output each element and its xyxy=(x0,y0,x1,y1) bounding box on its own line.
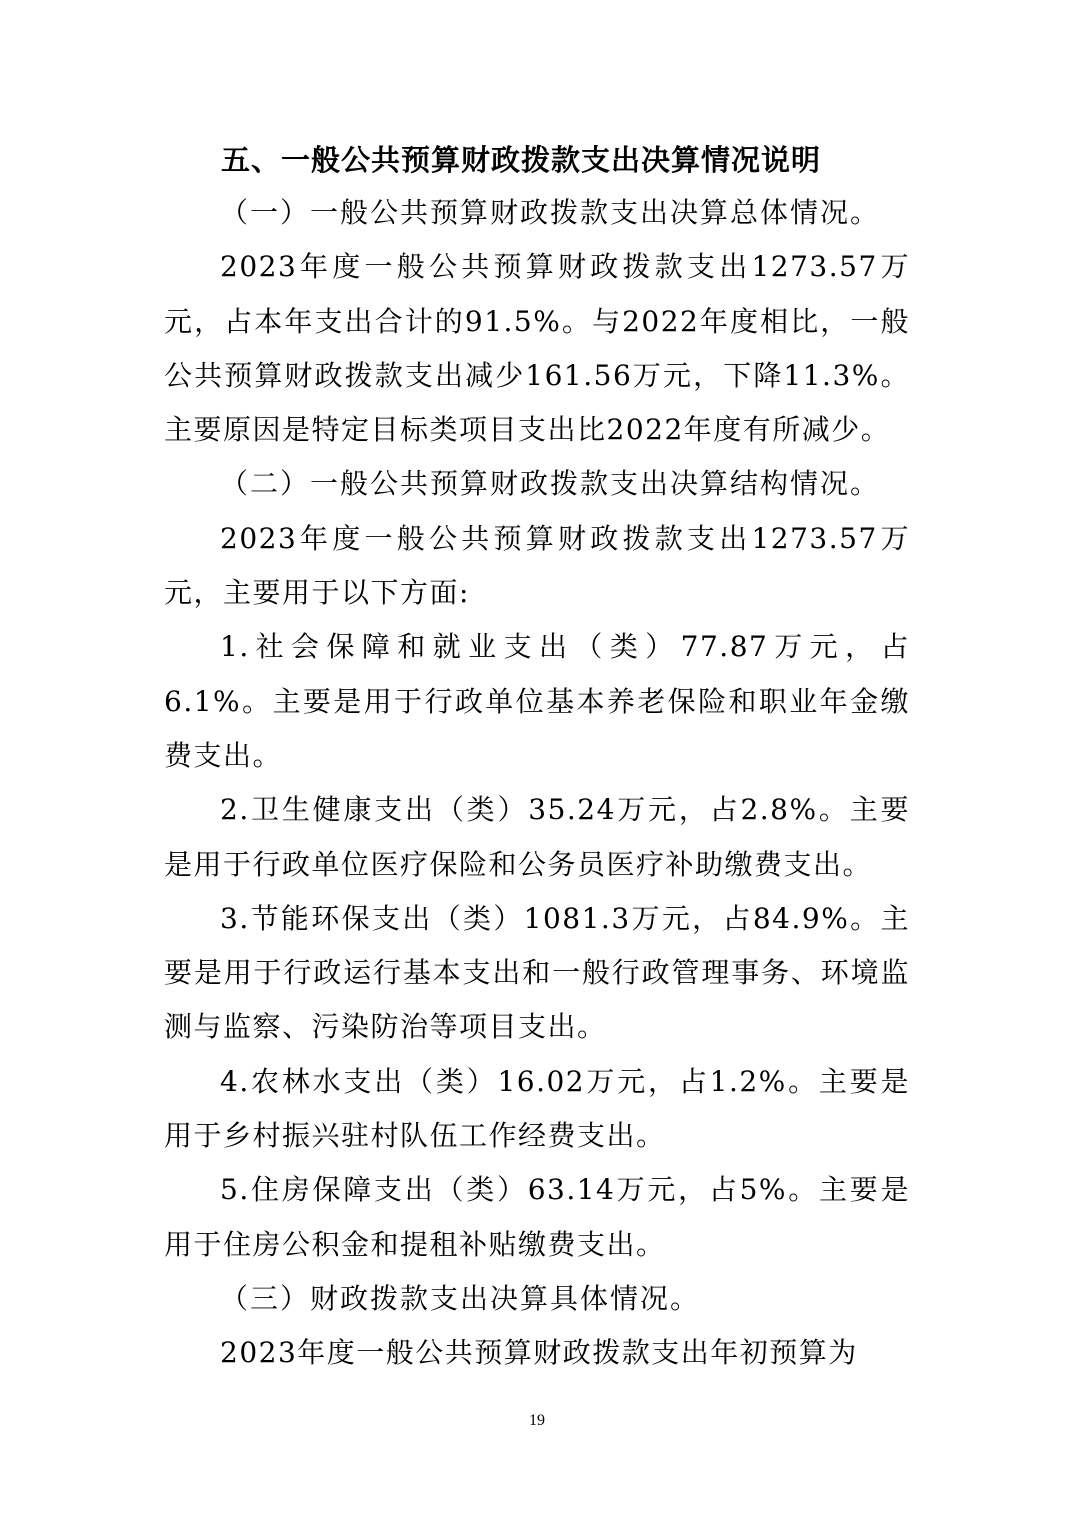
document-body xyxy=(164,138,910,1381)
subheading-details: （三）财政拨款支出决算具体情况。 xyxy=(220,1281,701,1315)
paragraph-item-housing: 5.住房保障支出（类）63.14万元，占5%。主要是用于住房公积金和提租补贴缴费支出。 xyxy=(164,1173,910,1261)
subheading-structure: （二）一般公共预算财政拨款支出决算结构情况。 xyxy=(220,467,881,501)
section-heading: 五、一般公共预算财政拨款支出决算情况说明 xyxy=(221,143,822,177)
paragraph-structure-intro: 2023年度一般公共预算财政拨款支出1273.57万元，主要用于以下方面: xyxy=(164,521,910,610)
subheading-overall: （一）一般公共预算财政拨款支出决算总体情况。 xyxy=(220,196,881,229)
paragraph-details: 2023年度一般公共预算财政拨款支出年初预算为 xyxy=(220,1336,858,1370)
paragraph-item-health: 2.卫生健康支出（类）35.24万元，占2.8%。主要是用于行政单位医疗保险和公务员医疗补助缴费支出。 xyxy=(164,793,910,881)
page-number: 19 xyxy=(529,1412,545,1429)
paragraph-overall: 2023年度一般公共预算财政拨款支出1273.57万元，占本年支出合计的91.5%。与2022年度相比，一般公共预算财政拨款支出减少161.56万元，下降11.3%。主要原因是特定目标类项目支出比2022年度有所减少。 xyxy=(164,250,910,447)
paragraph-item-environment: 3.节能环保支出（类）1081.3万元，占84.9%。主要是用于行政运行基本支出和一般行政管理事务、环境监测与监察、污染防治等项目支出。 xyxy=(164,901,910,1044)
paragraph-item-agriculture: 4.农林水支出（类）16.02万元，占1.2%。主要是用于乡村振兴驻村队伍工作经费支出。 xyxy=(164,1064,910,1153)
paragraph-item-social-security: 1.社会保障和就业支出（类）77.87万元，占6.1%。主要是用于行政单位基本养老保险和职业年金缴费支出。 xyxy=(164,630,910,772)
